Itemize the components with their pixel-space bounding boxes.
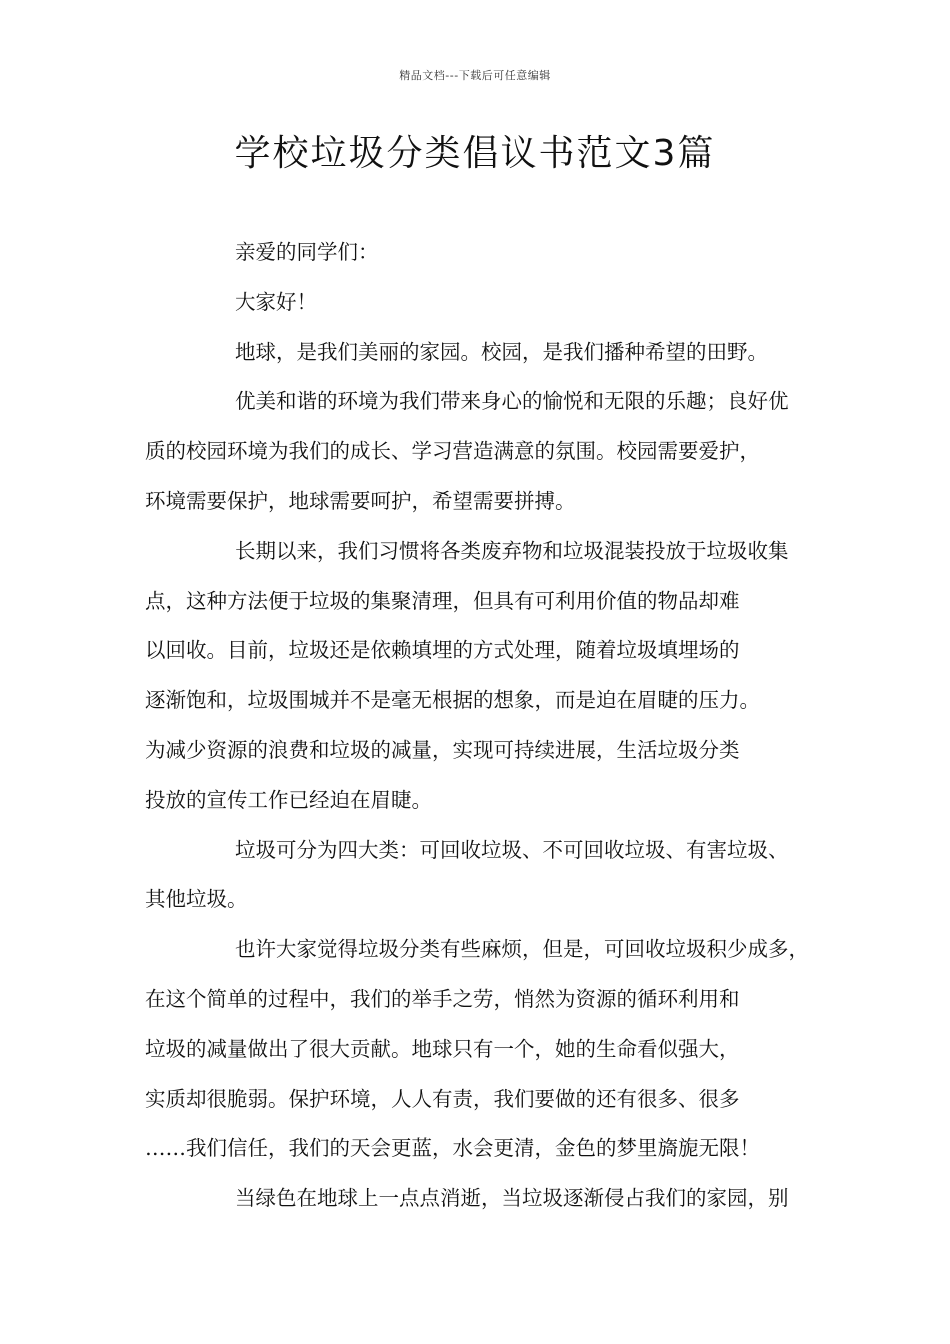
paragraph xyxy=(145,1174,825,1224)
text-line: 垃圾的减量做出了很大贡献。地球只有一个，她的生命看似强大， xyxy=(145,1036,740,1061)
text-line: 逐渐饱和，垃圾围城并不是毫无根据的想象，而是迫在眉睫的压力。 xyxy=(145,688,760,713)
text-line: ……我们信任，我们的天会更蓝，水会更清，金色的梦里旖旎无限！ xyxy=(145,1136,760,1161)
paragraph-greeting xyxy=(145,278,825,328)
text-line: 亲爱的同学们： xyxy=(235,240,379,264)
text-line: 大家好！ xyxy=(235,289,317,314)
text-line: 质的校园环境为我们的成长、学习营造满意的氛围。校园需要爱护， xyxy=(145,439,760,464)
text-line: 为减少资源的浪费和垃圾的减量，实现可持续进展，生活垃圾分类 xyxy=(145,737,740,762)
paragraph xyxy=(145,925,825,1174)
text-line: 点，这种方法便于垃圾的集聚清理，但具有可利用价值的物品却难 xyxy=(145,588,740,613)
text-line: 也许大家觉得垃圾分类有些麻烦，但是，可回收垃圾积少成多， xyxy=(235,937,809,962)
paragraph-salutation xyxy=(145,228,825,278)
document-body xyxy=(145,228,825,1224)
text-line: 环境需要保护，地球需要呵护，希望需要拼搏。 xyxy=(145,488,576,513)
paragraph xyxy=(145,377,825,526)
text-line: 长期以来，我们习惯将各类废弃物和垃圾混装投放于垃圾收集 xyxy=(235,538,789,563)
document-title: 学校垃圾分类倡议书范文3篇 xyxy=(234,133,716,174)
text-line: 投放的宣传工作已经迫在眉睫。 xyxy=(145,787,432,812)
header-note: 精品文档---下载后可任意编辑 xyxy=(399,69,551,82)
text-line: 地球，是我们美丽的家园。校园，是我们播种希望的田野。 xyxy=(235,339,768,364)
paragraph xyxy=(145,328,825,378)
text-line: 其他垃圾。 xyxy=(145,887,248,912)
text-line: 实质却很脆弱。保护环境，人人有责，我们要做的还有很多、很多 xyxy=(145,1086,740,1111)
text-line: 当绿色在地球上一点点消逝，当垃圾逐渐侵占我们的家园，别 xyxy=(235,1186,789,1211)
text-line: 在这个简单的过程中，我们的举手之劳，悄然为资源的循环利用和 xyxy=(145,986,740,1011)
paragraph xyxy=(145,826,825,926)
text-line: 优美和谐的环境为我们带来身心的愉悦和无限的乐趣；良好优 xyxy=(235,389,789,414)
paragraph xyxy=(145,527,825,826)
text-line: 以回收。目前，垃圾还是依赖填埋的方式处理，随着垃圾填埋场的 xyxy=(145,638,740,663)
text-line: 垃圾可分为四大类：可回收垃圾、不可回收垃圾、有害垃圾、 xyxy=(235,837,789,862)
